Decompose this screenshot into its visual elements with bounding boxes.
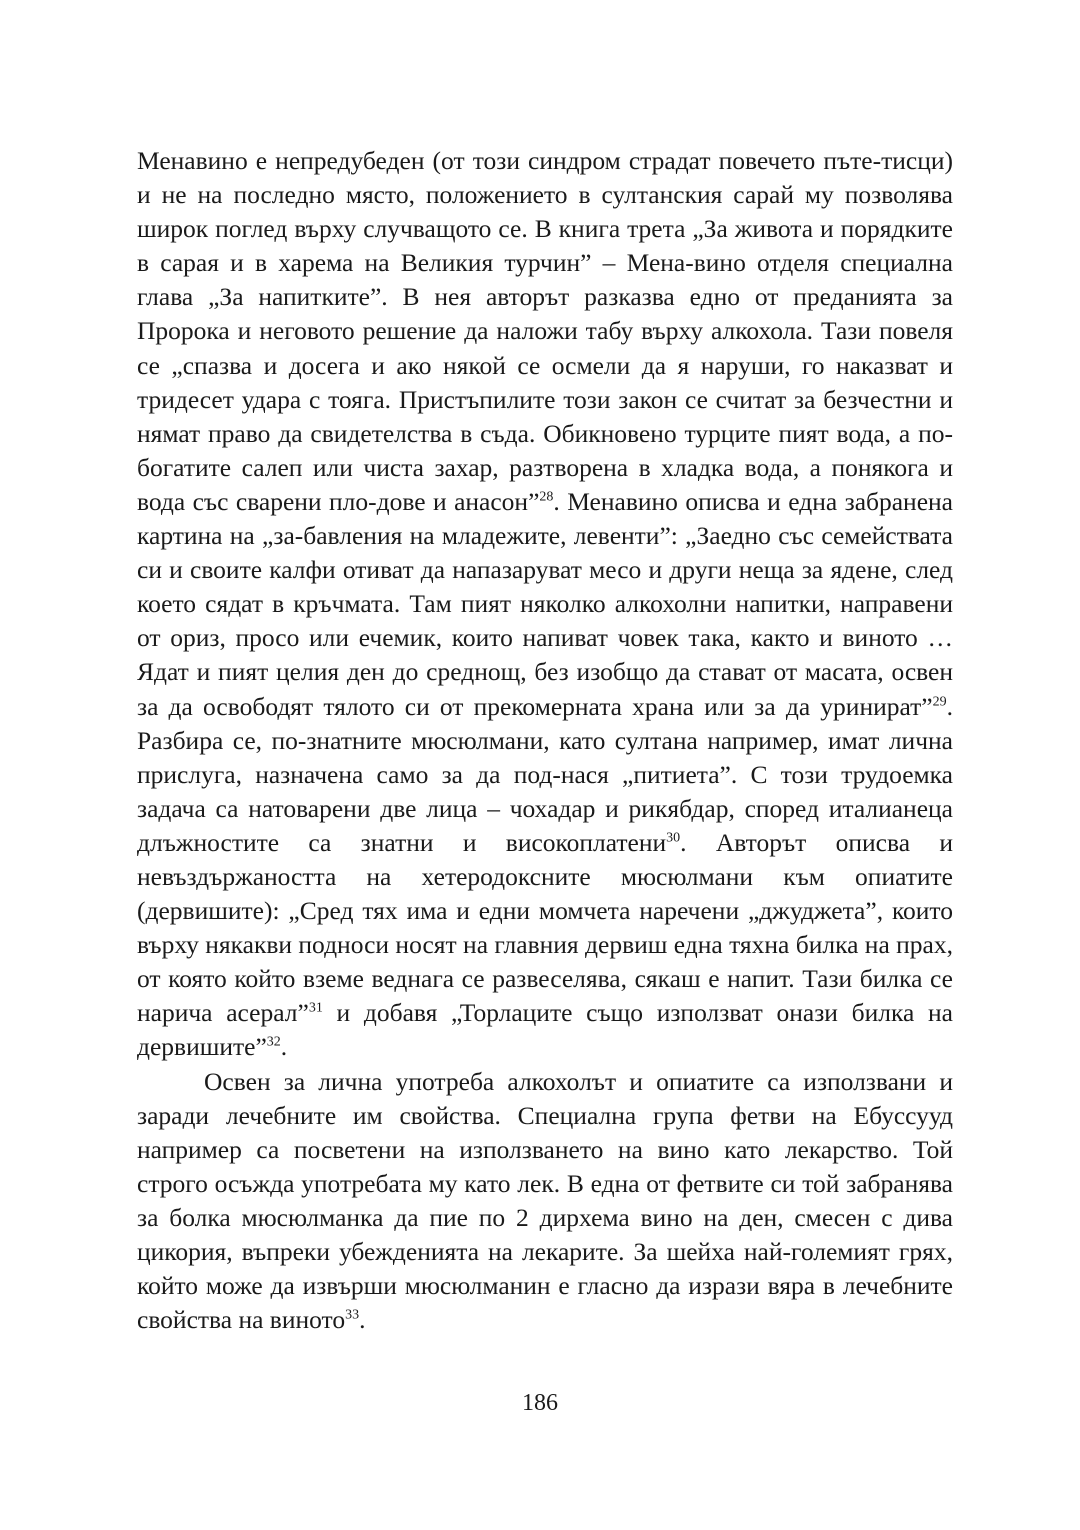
footnote-ref[interactable]: 29 [932,694,947,709]
paragraph-text: . Разбира се, по-знатните мюсюлмани, като султана например, имат лична прислуга, назначена само за да под-нася „питиета”. С този трудоемка задача са натоварени две лица – чохадар и рикябдар, според италианеца длъжностите са знатни и високоплатени [137,691,953,857]
paragraph-text: . Менавино описва и една забранена картина на „за-бавления на младежите, левенти”: „Заедно със семействата си и своите калфи отиват да напазаруват месо и други неща за ядене, след което сядат в кръчмата. Там пият няколко алкохолни напитки, направени от ориз, просо или ечемик, които напиват човек така, както и виното … Ядат и пият целия ден до среднощ, без изобщо да стават от масата, освен за да освободят тялото си от прекомерната храна или за да уринират” [137,486,953,721]
paragraph-text: и добавя „Торлаците също използват онази билка на дервишите” [137,998,953,1062]
paragraph [137,1065,953,1338]
page-number: 186 [522,1390,558,1416]
footnote-ref[interactable]: 30 [666,830,681,846]
body-text [137,144,953,1337]
paragraph [137,144,953,1065]
paragraph-text: . [280,1032,288,1062]
footnote-ref[interactable]: 32 [266,1034,281,1050]
paragraph-text: Менавино е непредубеден (от този синдром страдат повечето пъте-тисци) и не на последно място, положението в султанския сарай му позволява широк поглед върху случващото се. В книга трета „За живота и порядките в сарая и в харема на Великия турчин” – Мена-вино отделя специална глава „За напитките”. В нея авторът разказва едно от преданията за Пророка и неговото решение да наложи табу върху алкохола. Тази повеля се „спазва и досега и ако някой се осмели да я наруши, го наказват и тридесет удара с тояга. Пристъпилите този закон се считат за безчестни и нямат право да свидетелства в съда. Обикновено турците пият вода, а по-богатите салеп или чиста захар, разтворена в хладка вода, а понякога и вода със сварени пло-дове и анасон” [137,146,953,516]
paragraph-text: . Авторът описва и невъздържаността на хетеродоксните мюсюлмани към опиатите (дервишите): „Сред тях има и едни момчета наречени „джуджета”, които върху някакви подноси носят на главния дервиш една тяхна билка на прах, от която който вземе веднага се развеселява, сякаш е напит. Тази билка се нарича асерал” [137,827,953,1028]
footnote-ref[interactable]: 28 [539,489,554,505]
footnote-ref[interactable]: 31 [308,1000,323,1016]
paragraph-text: Освен за лична употреба алкохолът и опиатите са използвани и заради лечебните им свойства. Специална група фетви на Ебуссууд например са посветени на използването на вино като лекарство. Той строго осъжда употребата му като лек. В една от фетвите си той забранява за болка мюсюлманка да пие по 2 дирхема вино на ден, смесен с дива цикория, въпреки убежденията на лекарите. За шейха най-големият грях, който може да извърши мюсюлманин е гласно да изрази вяра в лечебните свойства на виното [137,1066,953,1335]
footnote-ref[interactable]: 33 [345,1307,360,1323]
paragraph-text: . [359,1305,366,1335]
